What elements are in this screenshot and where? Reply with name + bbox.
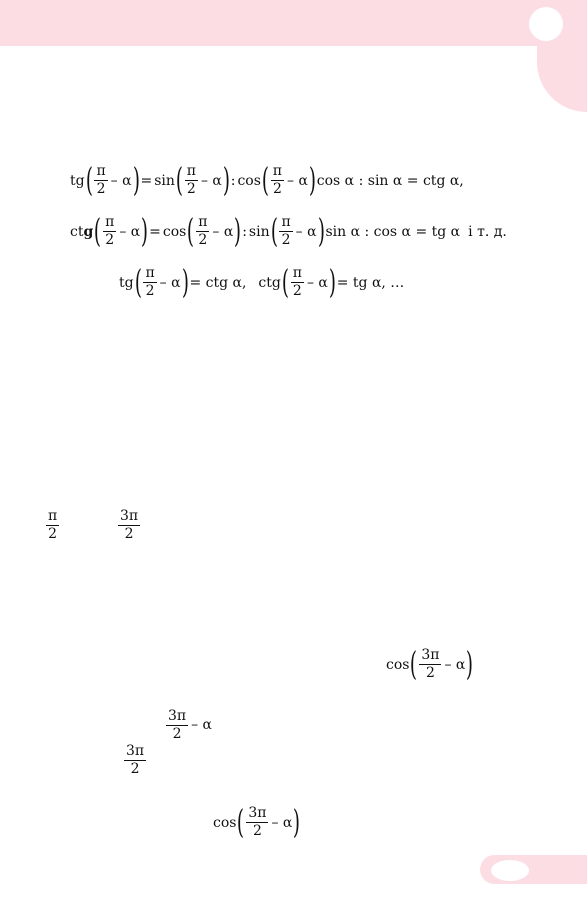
fn-tg: tg (70, 172, 85, 189)
paren-open: ( (94, 211, 102, 250)
fn-cos: cos (162, 223, 187, 240)
expr-cos-3pi-over-2-minus-alpha (385, 644, 474, 683)
paren-open: ( (281, 262, 289, 301)
formula-rhs: sin α : cos α = tg α (325, 223, 461, 240)
minus-alpha: – α (444, 656, 466, 673)
fraction-pi-over-2: $\frac{\pi}{2}$ (96, 163, 106, 197)
paren-open: ( (237, 802, 245, 841)
paren-open: ( (175, 160, 183, 199)
fn-cos: cos (237, 172, 261, 189)
minus-alpha: – α (110, 172, 132, 189)
fraction-pi-over-2: $\frac{\pi}{2}$ (292, 265, 302, 299)
fraction-pi-over-2: $\frac{\pi}{2}$ (198, 214, 208, 248)
fraction-pi-over-2: $\frac{\pi}{2}$ (145, 265, 155, 299)
minus-alpha: – α (287, 172, 308, 189)
header-band (0, 0, 587, 46)
paren-open: ( (261, 160, 269, 199)
fraction-pi-over-2: $\frac{\pi}{2}$ (272, 163, 282, 197)
fn-cos: cos (213, 814, 237, 831)
fraction-pi-over-2: $\frac{\pi}{2}$ (186, 163, 196, 197)
formula-rhs: cos α : sin α = ctg α, (316, 172, 464, 189)
formula-line-ctg (69, 211, 508, 250)
colon-sign: : (230, 172, 236, 189)
minus-alpha: – α (200, 172, 222, 189)
minus-alpha: – α (119, 223, 141, 240)
paren-open: ( (134, 262, 142, 301)
equals-sign: = (140, 172, 153, 189)
footer-oval-decoration (491, 860, 529, 881)
formula-rhs: = tg α, … (336, 274, 405, 291)
fn-sin: sin (248, 223, 270, 240)
formula-suffix: і т. д. (468, 223, 507, 240)
paren-close: ) (328, 262, 336, 301)
minus-alpha: – α (191, 717, 213, 734)
paren-open: ( (187, 211, 195, 250)
paren-close: ) (234, 211, 242, 250)
fraction-3pi-over-2: $\frac{3\pi}{2}$ (248, 805, 267, 839)
paren-close: ) (141, 211, 149, 250)
colon-sign: : (242, 223, 247, 240)
fn-tg: tg (119, 274, 134, 291)
fn-cos: cos (386, 656, 410, 673)
minus-alpha: – α (212, 223, 234, 240)
paren-open: ( (85, 160, 93, 199)
paren-close: ) (132, 160, 140, 199)
fraction-pi-over-2-standalone: $\frac{\pi}{2}$ (48, 508, 58, 542)
paren-open: ( (410, 644, 418, 683)
fraction-3pi-over-2-standalone-b: $\frac{3\pi}{2}$ (126, 743, 145, 777)
paren-close: ) (181, 262, 189, 301)
paren-close: ) (308, 160, 316, 199)
paren-close: ) (466, 644, 474, 683)
paren-close: ) (317, 211, 325, 250)
minus-alpha: – α (271, 814, 293, 831)
equals-sign: = (149, 223, 161, 240)
minus-alpha: – α (295, 223, 317, 240)
header-circle-decoration (529, 7, 563, 41)
minus-alpha: – α (306, 274, 328, 291)
formula-line-tg (69, 160, 465, 199)
fraction-pi-over-2: $\frac{\pi}{2}$ (105, 214, 115, 248)
expr-cos-3pi-over-2-minus-alpha-bottom (212, 802, 301, 841)
fn-ctg: ctg (70, 223, 94, 240)
fraction-pi-over-2: $\frac{\pi}{2}$ (281, 214, 291, 248)
paren-close: ) (293, 802, 301, 841)
expr-3pi-over-2-minus-alpha (164, 709, 213, 741)
minus-alpha: – α (159, 274, 181, 291)
fraction-3pi-over-2: $\frac{3\pi}{2}$ (421, 647, 440, 681)
fn-ctg: ctg (258, 274, 281, 291)
paren-open: ( (270, 211, 278, 250)
formula-rhs: = ctg α, (189, 274, 247, 291)
fn-sin: sin (154, 172, 175, 189)
fraction-3pi-over-2: $\frac{3\pi}{2}$ (168, 708, 187, 742)
formula-line-summary (118, 262, 405, 301)
paren-close: ) (222, 160, 230, 199)
fraction-3pi-over-2-standalone: $\frac{3\pi}{2}$ (120, 508, 139, 542)
